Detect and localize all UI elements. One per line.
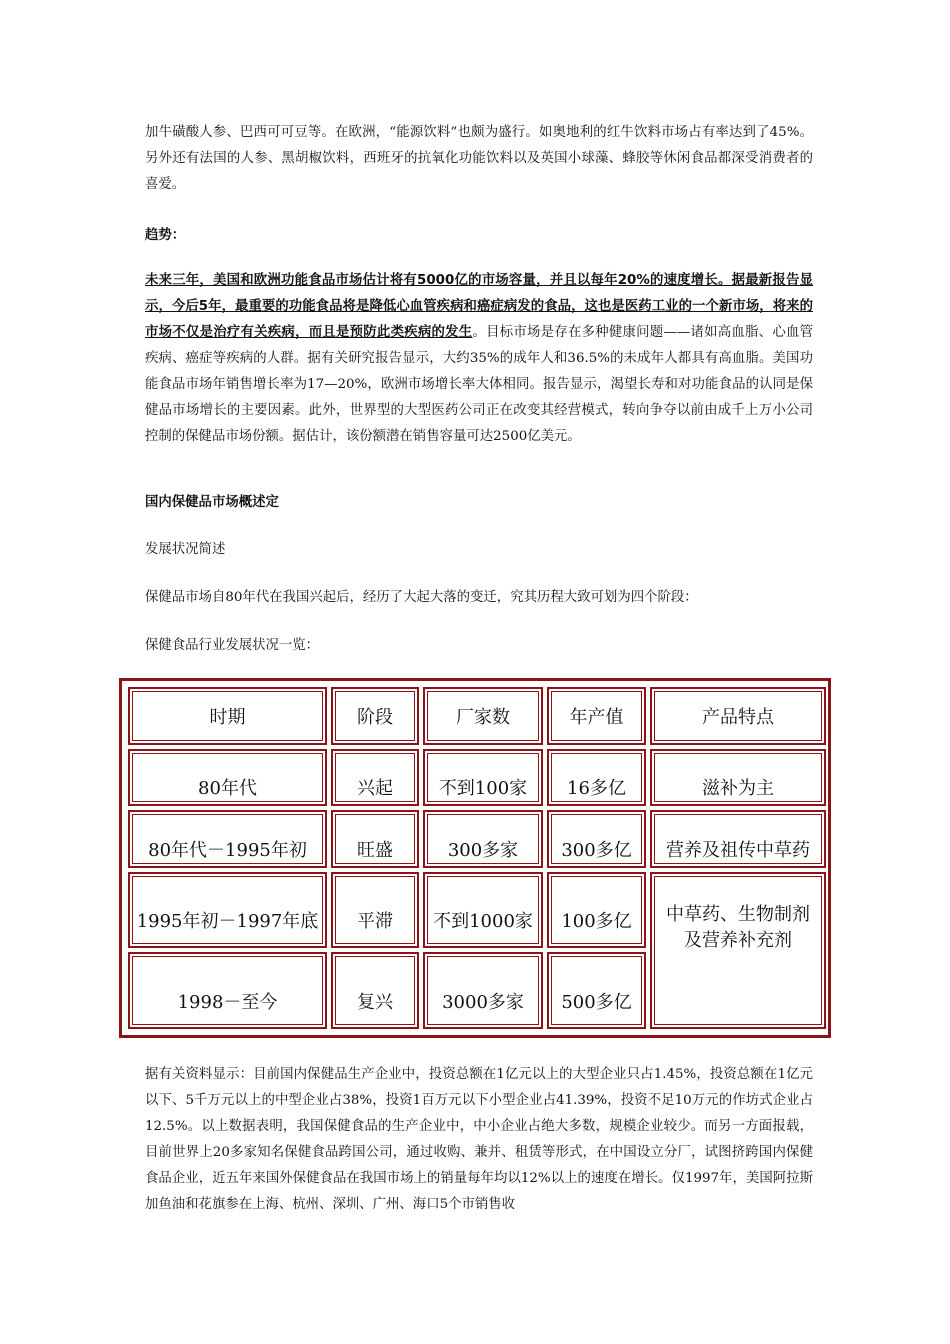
- table-cell: [423, 872, 543, 949]
- table-row: [128, 749, 826, 807]
- cell-text: 1995年初－1997年底: [136, 910, 319, 932]
- after-table-paragraph: 据有关资料显示：目前国内保健品生产企业中，投资总额在1亿元以上的大型企业只占1.45%，投资总额在1亿元以下、5千万元以上的中型企业占38%，投资1百万元以下小型企业占41.39%，投资不足10万元的作坊式企业占12.5%。以上数据表明，我国保健食品的生产企业中，中小企业占绝大多数，规模企业较少。而另一方面报载，目前世界上20多家知名保健食品跨国公司，通过收购、兼并、租赁等形式，在中国设立分厂，试图挤跨国内保健食品企业，近五年来国外保健食品在我国市场上的销量每年均以12%以上的速度在增长。仅1997年，美国阿拉斯加鱼油和花旗参在上海、杭州、深圳、广州、海口5个市销售收: [145, 1067, 813, 1212]
- header-cell-period: [128, 687, 327, 745]
- header-cell-output: [547, 687, 646, 745]
- cell-text: 中草药、生物制剂及营养补充剂: [666, 903, 810, 951]
- table-cell: [128, 952, 327, 1029]
- table-cell: [331, 952, 419, 1029]
- trend-rest-text: 。目标市场是存在多种健康问题——诸如高血脂、心血管疾病、癌症等疾病的人群。据有关研究报告显示，大约35%的成年人和36.5%的未成年人都具有高血脂。美国功能食品市场年销售增长率为17—20%，欧洲市场增长率大体相同。报告显示，渴望长寿和对功能食品的认同是保健品市场增长的主要因素。此外，世界型的大型医药公司正在改变其经营模式，转向争夺以前由成千上万小公司控制的保健品市场份额。据估计，该份额潜在销售容量可达2500亿美元。: [145, 325, 814, 444]
- header-output-text: 年产值: [569, 706, 624, 728]
- cell-text: 500多亿: [561, 991, 632, 1013]
- header-makers-text: 厂家数: [456, 706, 510, 728]
- table-cell: [423, 749, 543, 807]
- cell-text: 80年代－1995年初: [148, 839, 307, 861]
- table-cell: [547, 952, 646, 1029]
- industry-table-frame: [119, 678, 831, 1038]
- cell-text: 营养及祖传中草药: [666, 839, 810, 861]
- table-cell: [128, 749, 327, 807]
- industry-development-table: [124, 683, 830, 1033]
- table-caption: 保健食品行业发展状况一览：: [145, 638, 320, 653]
- table-cell: [331, 749, 419, 807]
- trend-highlight-text: 未来三年，美国和欧洲功能食品市场估计将有5000亿的市场容量，并且以每年20%的速度增长。据最新报告显示，今后5年，最重要的功能食品将是降低心血管疾病和癌症病发的食品，这也是医药工业的一个新市场，将来的市场不仅是治疗有关疾病，而且是预防此类疾病的发生: [145, 273, 813, 340]
- domestic-market-heading: 国内保健品市场概述定: [145, 495, 279, 510]
- cell-text: 3000多家: [442, 991, 524, 1013]
- table-cell: [547, 749, 646, 807]
- table-cell: [331, 872, 419, 949]
- table-cell: [331, 810, 419, 868]
- cell-text: 300多亿: [561, 839, 632, 861]
- cell-text: 80年代: [198, 778, 257, 800]
- cell-text: 300多家: [447, 839, 519, 861]
- cell-text: 兴起: [357, 778, 393, 800]
- header-cell-makers: [423, 687, 543, 745]
- cell-text: 平滞: [357, 910, 393, 932]
- development-text: 保健品市场自80年代在我国兴起后，经历了大起大落的变迁，究其历程大致可划为四个阶段：: [145, 590, 698, 605]
- table-cell: [423, 952, 543, 1029]
- cell-text: 1998－至今: [177, 991, 278, 1013]
- table-cell: [547, 872, 646, 949]
- header-features-text: 产品特点: [702, 706, 774, 728]
- table-row: [128, 810, 826, 868]
- table-row: [128, 872, 826, 949]
- trend-paragraph: [145, 268, 813, 450]
- cell-text: 不到100家: [438, 778, 528, 800]
- intro-paragraph: 加牛磺酸人参、巴西可可豆等。在欧洲，“能源饮料”也颇为盛行。如奥地利的红牛饮料市场占有率达到了45%。另外还有法国的人参、黑胡椒饮料，西班牙的抗氧化功能饮料以及英国小球藻、蜂胶等休闲食品都深受消费者的喜爱。: [145, 125, 813, 192]
- table-cell: [128, 810, 327, 868]
- cell-text: 滋补为主: [702, 778, 774, 800]
- cell-text: 复兴: [357, 991, 393, 1013]
- header-period-text: 时期: [209, 706, 246, 728]
- table-cell: [423, 810, 543, 868]
- table-cell: [650, 810, 826, 868]
- cell-text: 16多亿: [567, 778, 626, 800]
- cell-text: 旺盛: [357, 839, 393, 861]
- table-cell: [128, 872, 327, 949]
- table-header-row: [128, 687, 826, 745]
- trend-heading: 趋势：: [145, 228, 186, 243]
- header-stage-text: 阶段: [357, 706, 393, 728]
- cell-text: 不到1000家: [433, 910, 533, 932]
- development-subheading: 发展状况简述: [145, 542, 226, 557]
- header-cell-stage: [331, 687, 419, 745]
- table-cell: [547, 810, 646, 868]
- table-cell: [650, 749, 826, 807]
- header-cell-features: [650, 687, 826, 745]
- cell-text: 100多亿: [561, 910, 632, 932]
- table-cell-merged: [650, 872, 826, 1029]
